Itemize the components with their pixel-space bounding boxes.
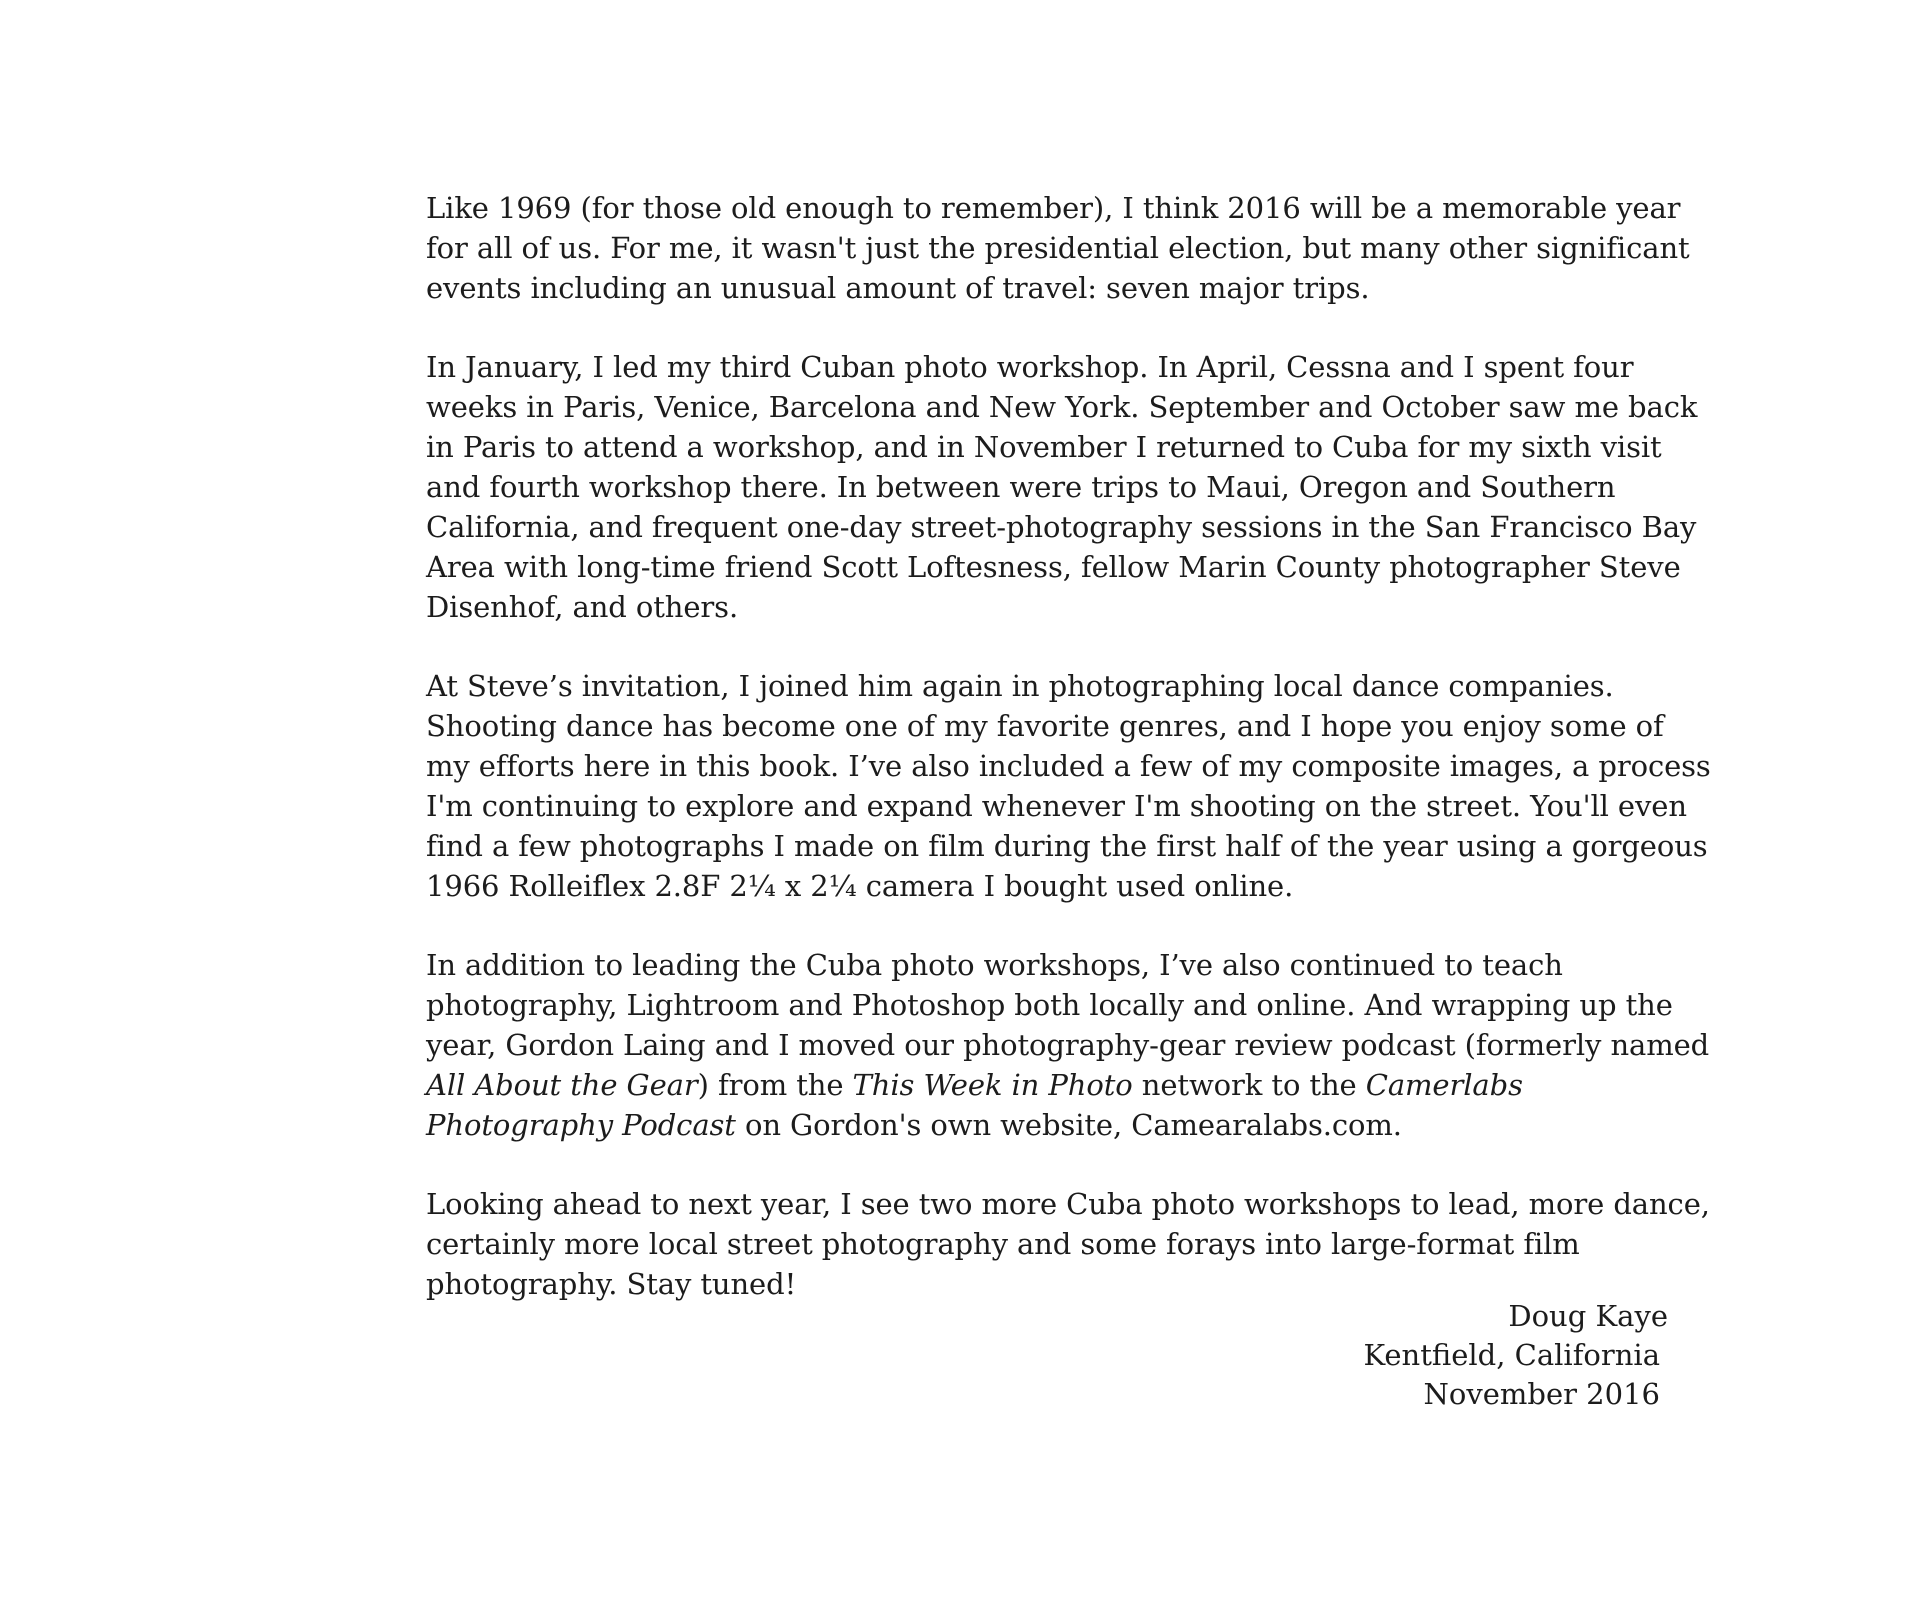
- paragraph-outlook: Looking ahead to next year, I see two more Cuba photo workshops to lead, more dance, certainly more local street photography and some forays into large-format film photography. Stay tuned!: [426, 1187, 1710, 1301]
- paragraph-dance: At Steve’s invitation, I joined him again in photographing local dance companies. Shooting dance has become one of my favorite genres, and I hope you enjoy some of my efforts here in this book. I’ve also included a few of my composite images, a process I'm continuing to explore and expand whenever I'm shooting on the street. You'll even find a few photographs I made on film during the first half of the year using a gorgeous 1966 Rolleiflex 2.8F 2¼ x 2¼ camera I bought used online.: [426, 669, 1711, 903]
- paragraph-travel: In January, I led my third Cuban photo workshop. In April, Cessna and I spent four weeks in Paris, Venice, Barcelona and New York. September and October saw me back in Paris to attend a workshop, and in November I returned to Cuba for my sixth visit and fourth workshop there. In between were trips to Maui, Oregon and Southern California, and frequent one-day street-photography sessions in the San Francisco Bay Area with long-time friend Scott Loftesness, fellow Marin County photographer Steve Disenhof, and others.: [426, 350, 1698, 624]
- paragraph-segment: ) from the: [697, 1068, 853, 1102]
- paragraph-segment: on Gordon's own website, Camearalabs.com.: [735, 1108, 1402, 1142]
- signature-location: Kentfield, California: [1363, 1338, 1660, 1372]
- paragraph-segment: In addition to leading the Cuba photo workshops, I’ve also continued to teach photography, Lightroom and Photoshop both locally and online. And wrapping up the year, Gordon Laing and I moved our photography-gear review podcast (formerly named: [426, 948, 1710, 1062]
- network-title: This Week in Photo: [852, 1068, 1133, 1102]
- letter-body: [426, 188, 1716, 1304]
- paragraph-segment: network to the: [1132, 1068, 1366, 1102]
- paragraph-intro: Like 1969 (for those old enough to remember), I think 2016 will be a memorable year for all of us. For me, it wasn't just the presidential election, but many other significant events including an unusual amount of travel: seven major trips.: [426, 191, 1690, 305]
- podcast-new-title: Camerlabs Photography Podcast: [426, 1068, 1523, 1142]
- signature-block: [1364, 1297, 1669, 1414]
- signature-name: Doug Kaye: [1508, 1299, 1668, 1333]
- signature-date: November 2016: [1423, 1377, 1660, 1411]
- paragraph-workshops-podcast: [426, 945, 1716, 1145]
- podcast-former-title: All About the Gear: [426, 1068, 698, 1102]
